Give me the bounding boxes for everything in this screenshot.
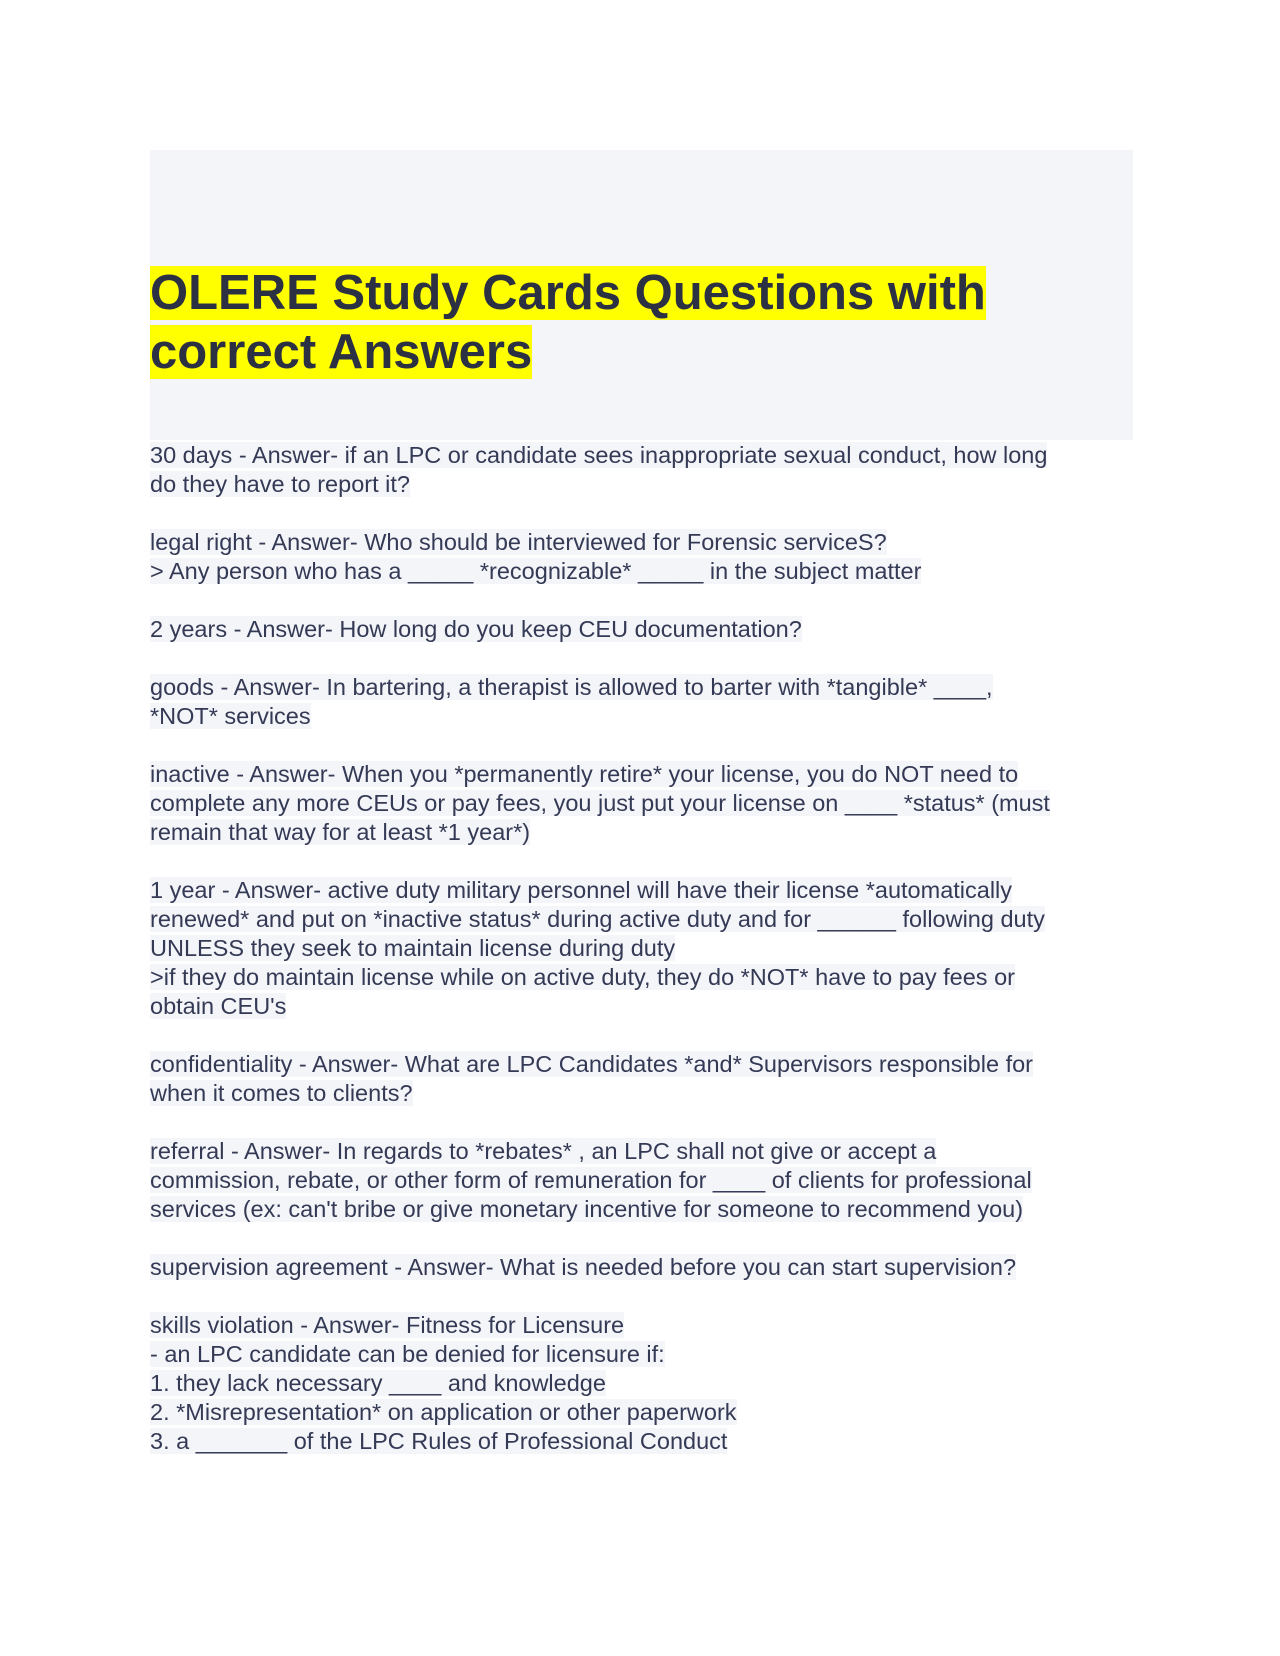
study-card-text: 1 year - Answer- active duty military personnel will have their license *automatically <box>150 877 1013 903</box>
study-card <box>150 1253 1140 1282</box>
study-card-text: 2 years - Answer- How long do you keep CEU documentation? <box>150 616 802 642</box>
study-card-line <box>150 992 1140 1021</box>
study-card-line <box>150 441 1140 470</box>
study-card-text: > Any person who has a _____ *recognizable* _____ in the subject matter <box>150 558 922 584</box>
study-card-line <box>150 963 1140 992</box>
study-card-line <box>150 557 1140 586</box>
study-card <box>150 615 1140 644</box>
study-card-line <box>150 1311 1140 1340</box>
study-card-text: legal right - Answer- Who should be interviewed for Forensic serviceS? <box>150 529 887 555</box>
study-card-text: 1. they lack necessary ____ and knowledge <box>150 1370 606 1396</box>
study-card <box>150 1050 1140 1108</box>
study-card-text: services (ex: can't bribe or give monetary incentive for someone to recommend you) <box>150 1196 1024 1222</box>
study-card <box>150 876 1140 1021</box>
study-card-text: inactive - Answer- When you *permanently retire* your license, you do NOT need to <box>150 761 1019 787</box>
study-card-line <box>150 615 1140 644</box>
study-cards-list <box>150 441 1140 1485</box>
study-card-text: - an LPC candidate can be denied for licensure if: <box>150 1341 665 1367</box>
study-card-text: obtain CEU's <box>150 993 287 1019</box>
study-card-line <box>150 760 1140 789</box>
study-card-text: UNLESS they seek to maintain license during duty <box>150 935 676 961</box>
study-card-text: 3. a _______ of the LPC Rules of Professional Conduct <box>150 1428 728 1454</box>
study-card-line <box>150 905 1140 934</box>
document-title <box>150 264 1050 382</box>
study-card-text: skills violation - Answer- Fitness for Licensure <box>150 1312 625 1338</box>
study-card <box>150 441 1140 499</box>
study-card-line <box>150 1079 1140 1108</box>
study-card <box>150 528 1140 586</box>
study-card-line <box>150 1340 1140 1369</box>
study-card <box>150 673 1140 731</box>
study-card-line <box>150 1253 1140 1282</box>
study-card-text: remain that way for at least *1 year*) <box>150 819 531 845</box>
study-card-line <box>150 1369 1140 1398</box>
study-card-line <box>150 1398 1140 1427</box>
study-card-line <box>150 789 1140 818</box>
study-card-text: confidentiality - Answer- What are LPC Candidates *and* Supervisors responsible for <box>150 1051 1033 1077</box>
study-card <box>150 1137 1140 1224</box>
study-card-line <box>150 1137 1140 1166</box>
study-card-line <box>150 818 1140 847</box>
study-card-line <box>150 673 1140 702</box>
study-card-text: >if they do maintain license while on active duty, they do *NOT* have to pay fees or <box>150 964 1015 990</box>
study-card-text: *NOT* services <box>150 703 311 729</box>
study-card-text: 30 days - Answer- if an LPC or candidate sees inappropriate sexual conduct, how long <box>150 442 1048 468</box>
title-line-2: correct Answers <box>150 325 533 379</box>
study-card <box>150 760 1140 847</box>
study-card-text: 2. *Misrepresentation* on application or other paperwork <box>150 1399 737 1425</box>
study-card-line <box>150 934 1140 963</box>
title-line-1: OLERE Study Cards Questions with <box>150 266 986 320</box>
study-card <box>150 1311 1140 1456</box>
study-card-line <box>150 1050 1140 1079</box>
study-card-line <box>150 1427 1140 1456</box>
study-card-line <box>150 876 1140 905</box>
study-card-text: complete any more CEUs or pay fees, you just put your license on ____ *status* (must <box>150 790 1050 816</box>
study-card-text: do they have to report it? <box>150 471 410 497</box>
study-card-text: when it comes to clients? <box>150 1080 413 1106</box>
study-card-line <box>150 702 1140 731</box>
study-card-line <box>150 470 1140 499</box>
study-card-text: referral - Answer- In regards to *rebates* , an LPC shall not give or accept a <box>150 1138 937 1164</box>
study-card-text: supervision agreement - Answer- What is needed before you can start supervision? <box>150 1254 1017 1280</box>
study-card-text: renewed* and put on *inactive status* during active duty and for ______ following duty <box>150 906 1045 932</box>
study-card-line <box>150 1166 1140 1195</box>
study-card-line <box>150 1195 1140 1224</box>
study-card-text: goods - Answer- In bartering, a therapist is allowed to barter with *tangible* ____, <box>150 674 993 700</box>
study-card-text: commission, rebate, or other form of remuneration for ____ of clients for professional <box>150 1167 1032 1193</box>
study-card-line <box>150 528 1140 557</box>
